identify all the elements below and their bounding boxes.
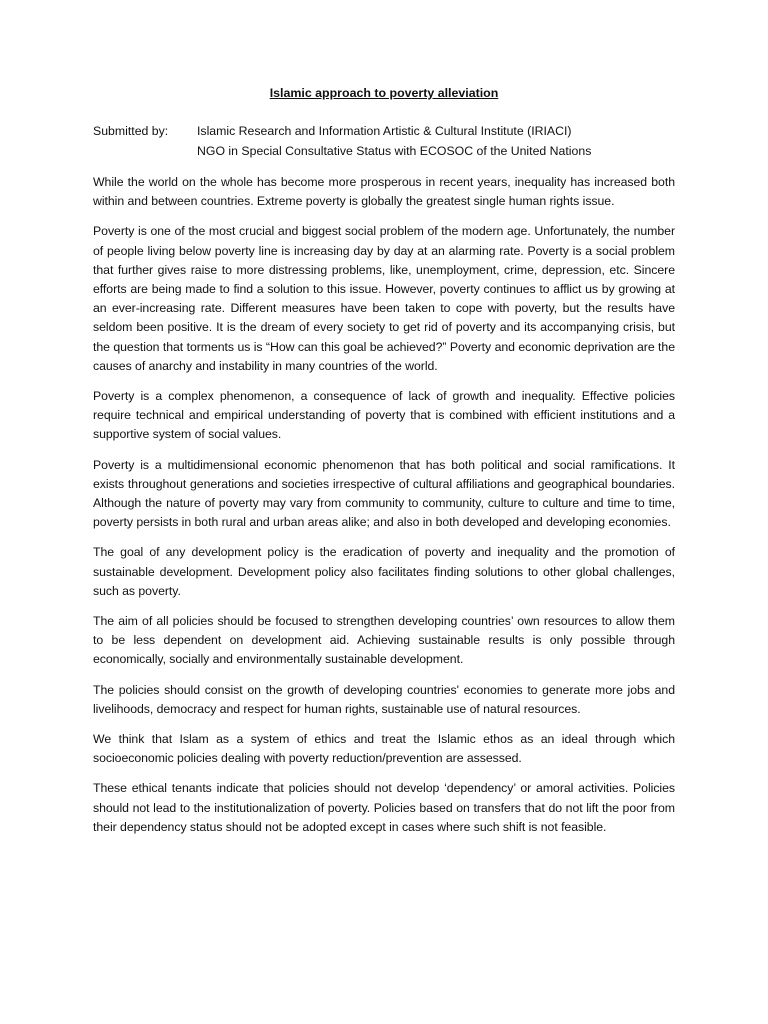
document-title: Islamic approach to poverty alleviation: [269, 86, 499, 100]
paragraph-6: The aim of all policies should be focused to strengthen developing countries’ own resources to allow them to be less dependent on development aid. Achieving sustainable results is only possible through economically, socially and environmentally sustainable development.: [93, 614, 675, 667]
submitter-organization: Islamic Research and Information Artistic & Cultural Institute (IRIACI): [197, 124, 572, 138]
submitted-by-lines: [197, 122, 591, 161]
submitter-status: NGO in Special Consultative Status with ECOSOC of the United Nations: [197, 143, 592, 158]
paragraph-1: While the world on the whole has become more prosperous in recent years, inequality has increased both within and between countries. Extreme poverty is globally the greatest single human rights issue.: [93, 175, 675, 209]
paragraph-2: Poverty is one of the most crucial and biggest social problem of the modern age. Unfortunately, the number of people living below poverty line is increasing day by day at an alarming rate. Poverty is a social problem that further gives raise to more distressing problems, like, unemployment, crime, depression, etc. Sincere efforts are being made to find a solution to this issue. However, poverty continues to afflict us by growing at an ever-increasing rate. Different measures have been taken to cope with poverty, but the results have seldom been positive. It is the dream of every society to get rid of poverty and its accompanying crisis, but the question that torments us is “How can this goal be achieved?” Poverty and economic deprivation are the causes of anarchy and instability in many countries of the world.: [93, 224, 675, 373]
submitted-by-label: Submitted by:: [93, 124, 169, 138]
paragraph-5: The goal of any development policy is the eradication of poverty and inequality and the promotion of sustainable development. Development policy also facilitates finding solutions to other global challenges, such as poverty.: [93, 545, 675, 598]
paragraph-8: We think that Islam as a system of ethics and treat the Islamic ethos as an ideal through which socioeconomic policies dealing with poverty reduction/prevention are assessed.: [93, 732, 675, 766]
submitted-by-block: [93, 122, 675, 161]
document-page: [93, 86, 675, 848]
paragraph-4: Poverty is a multidimensional economic phenomenon that has both political and social ramifications. It exists throughout generations and societies irrespective of cultural affiliations and geographical boundaries. Although the nature of poverty may vary from community to community, culture to culture and time to time, poverty persists in both rural and urban areas alike; and also in both developed and developing economies.: [93, 457, 675, 530]
paragraph-9: These ethical tenants indicate that policies should not develop ‘dependency’ or amoral activities. Policies should not lead to the institutionalization of poverty. Policies based on transfers that do not lift the poor from their dependency status should not be adopted except in cases where such shift is not feasible.: [93, 781, 675, 834]
paragraph-3: Poverty is a complex phenomenon, a consequence of lack of growth and inequality. Effective policies require technical and empirical understanding of poverty that is combined with efficient institutions and a supportive system of social values.: [93, 389, 675, 442]
paragraph-7: The policies should consist on the growth of developing countries' economies to generate more jobs and livelihoods, democracy and respect for human rights, sustainable use of natural resources.: [93, 682, 675, 716]
